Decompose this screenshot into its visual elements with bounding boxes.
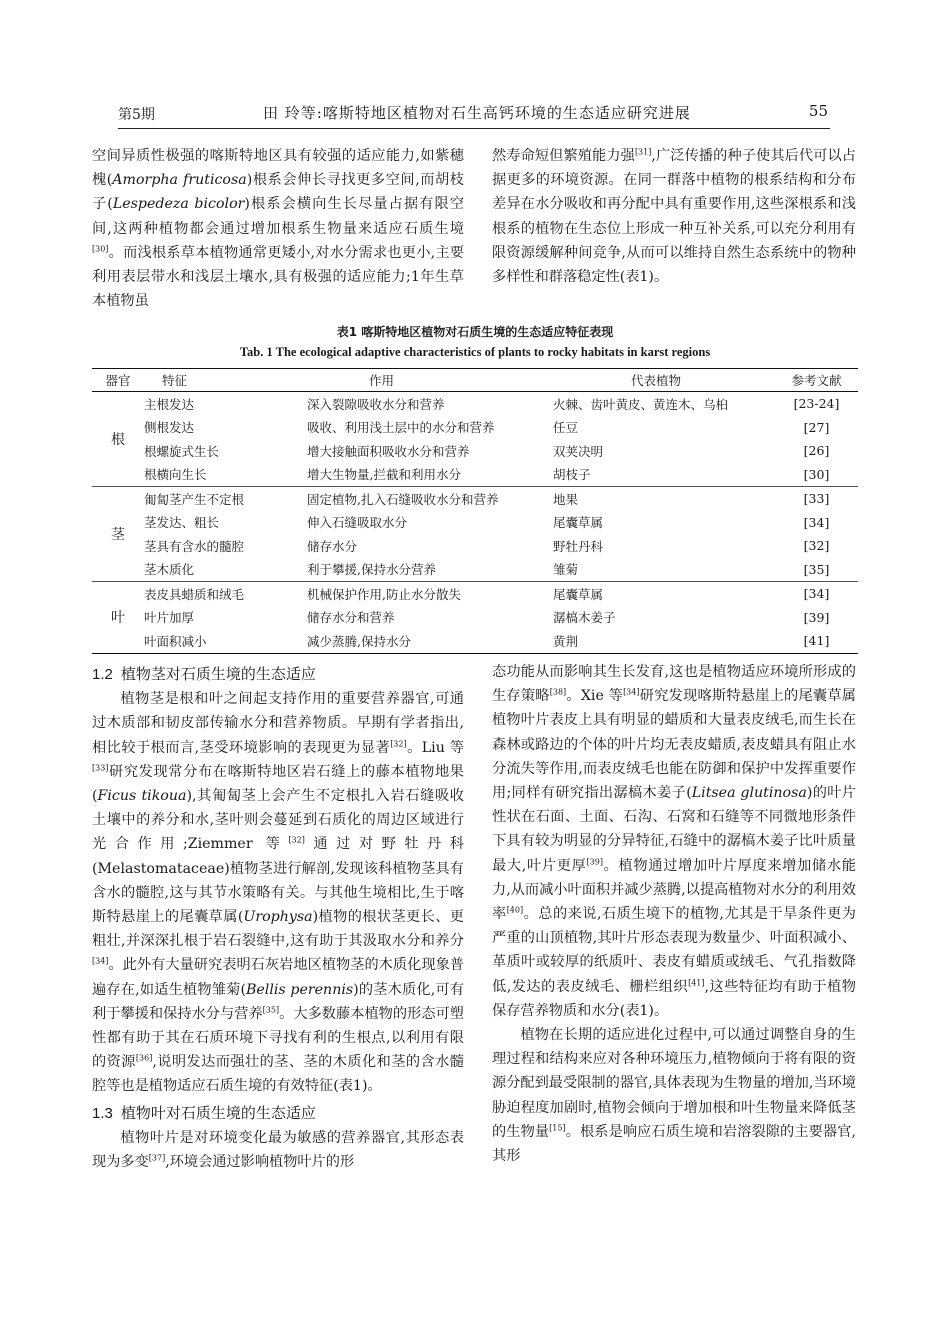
species-name: Lespedeza bicolor xyxy=(112,196,245,213)
text-run: 然寿命短但繁殖能力强 xyxy=(492,148,635,164)
paragraph xyxy=(492,144,856,289)
text-run: )的叶片性状在石面、土面、石沟、石窝和石缝等不同微地形条件下具有较为明显的分异特征,石缝中的潺槁木姜子比叶质量最大,叶片更厚 xyxy=(492,785,856,874)
table-caption-en: Tab. 1 The ecological adaptive characteristics of plants to rocky habitats in karst regions xyxy=(239,345,711,359)
text-run: 。Xie 等 xyxy=(566,688,624,705)
section-number: 1.3 xyxy=(92,1104,113,1122)
plant-cell: 火棘、齿叶黄皮、黄连木、乌桕 xyxy=(553,396,729,412)
citation-ref[interactable]: [40] xyxy=(506,905,524,915)
citation-ref[interactable]: [32] xyxy=(288,835,305,845)
citation-ref[interactable]: [37] xyxy=(148,1153,166,1163)
ref-cell[interactable]: [23-24] xyxy=(793,396,840,412)
function-cell: 储存水分 xyxy=(307,538,358,554)
text-run: )根系会横向生长尽量占据有限空间,这两种植物都会通过增加根系生物量来适应石质生境 xyxy=(92,196,464,237)
text-run: 。Liu 等 xyxy=(406,739,465,756)
adaptation-table xyxy=(92,368,858,654)
citation-ref[interactable]: [33] xyxy=(92,763,109,773)
ref-cell[interactable]: [35] xyxy=(775,558,858,582)
text-run: 空间异质性极强的喀斯特地区具有较强的适应能力,如紫穗槐( xyxy=(92,148,464,189)
species-name: Ficus tikoua xyxy=(97,788,187,805)
text-run: ,说明发达而强壮的茎、茎的木质化和茎的含水髓腔等也是植物适应石质生境的有效特征(表1)。 xyxy=(92,1054,464,1095)
species-name: Amorpha fruticosa xyxy=(112,172,247,189)
plant-cell: 潺槁木姜子 xyxy=(553,610,616,626)
organ-cell-leaf: 叶 xyxy=(92,582,144,654)
species-name: Bellis perennis xyxy=(245,981,354,998)
table-row xyxy=(92,416,858,440)
function-cell: 增大接触面积吸收水分和营养 xyxy=(307,443,470,459)
citation-ref[interactable]: [31] xyxy=(634,147,652,157)
function-cell: 机械保护作用,防止水分散失 xyxy=(307,586,461,602)
page-number: 55 xyxy=(808,102,828,120)
ref-cell[interactable]: [32] xyxy=(803,538,830,554)
paragraph xyxy=(492,660,856,1023)
table-row xyxy=(92,558,858,582)
text-run: )植物的根状茎更长、更粗壮,并深深扎根于岩石裂缝中,这有助于其汲取水分和养分 xyxy=(92,909,464,950)
citation-ref[interactable]: [34] xyxy=(92,956,109,966)
text-column-top-right xyxy=(492,144,856,289)
citation-ref[interactable]: [38] xyxy=(549,687,567,697)
text-run: 植物在长期的适应进化过程中,可以通过调整自身的生理过程和结构来应对各种环境压力,植物倾向于将有限的资源分配到最受限制的器官,具体表现为生物量的增加,当环境胁迫程度加剧时,植物会倾向于增加根和叶生物量来降低茎的生物量 xyxy=(492,1027,856,1140)
text-run: 。总的来说,石质生境下的植物,尤其是干旱条件更为严重的山顶植物,其叶片形态表现为数量少、叶面积减小、革质叶或较厚的纸质叶、表皮有蜡质或绒毛、气孔指数降低,发达的表皮绒毛、栅栏组织 xyxy=(492,906,856,995)
text-run: 研究发现常分布在喀斯特地区岩石缝上的藤本植物地果( xyxy=(92,763,464,805)
feature-cell: 主根发达 xyxy=(144,396,195,412)
feature-cell: 茎木质化 xyxy=(144,558,307,582)
feature-cell: 叶片加厚 xyxy=(144,610,195,626)
col-header-feature: 特征 xyxy=(144,369,307,392)
feature-cell: 茎具有含水的髓腔 xyxy=(144,538,245,554)
feature-cell: 茎发达、粗长 xyxy=(144,515,220,531)
citation-ref[interactable]: [34] xyxy=(623,687,640,697)
table-row xyxy=(92,582,858,606)
feature-cell: 表皮具蜡质和绒毛 xyxy=(144,586,245,602)
text-run: 植物茎是根和叶之间起支持作用的重要营养器官,可通过木质部和韧皮部传输水分和营养物质。早期有学者指出,相比较于根而言,茎受环境影响的表现更为显著 xyxy=(92,691,464,756)
function-cell: 深入裂隙吸收水分和营养 xyxy=(307,396,445,412)
citation-ref[interactable]: [39] xyxy=(586,856,603,866)
table-row xyxy=(92,487,858,511)
text-column-bottom-right xyxy=(492,660,856,1168)
function-cell: 储存水分和营养 xyxy=(307,610,395,626)
organ-cell-stem: 茎 xyxy=(92,487,144,582)
table-row xyxy=(92,629,858,653)
citation-ref[interactable]: [41] xyxy=(688,977,705,987)
table-row xyxy=(92,463,858,487)
text-run: 植物叶片是对环境变化最为敏感的营养器官,其形态表现为多变 xyxy=(92,1129,464,1171)
paragraph xyxy=(92,687,464,1098)
ref-cell[interactable]: [34] xyxy=(803,586,830,602)
citation-ref[interactable]: [35] xyxy=(262,1005,280,1015)
text-run: ),其匍匐茎上会产生不定根扎入岩石缝吸收土壤中的养分和水,茎叶则会蔓延到石质化的周边区域进行光合作用;Ziemmer 等 xyxy=(92,788,464,853)
feature-cell: 根螺旋式生长 xyxy=(144,443,220,459)
plant-cell: 地果 xyxy=(553,491,579,507)
ref-cell[interactable]: [33] xyxy=(803,491,830,507)
text-run: ,这些特征均有助于植物保存营养物质和水分(表1)。 xyxy=(492,978,856,1019)
species-name: Litsea glutinosa xyxy=(691,785,807,802)
section-title: 植物茎对石质生境的生态适应 xyxy=(120,665,316,683)
ref-cell[interactable]: [27] xyxy=(803,419,830,435)
issue-label: 第5期 xyxy=(118,107,155,123)
table-row xyxy=(92,511,858,535)
text-run: ,环境会通过影响植物叶片的形 xyxy=(165,1154,355,1171)
citation-ref[interactable]: [36] xyxy=(135,1053,153,1063)
section-heading-1-2 xyxy=(92,662,464,687)
ref-cell[interactable]: [26] xyxy=(803,443,830,459)
section-heading-1-3 xyxy=(92,1101,464,1126)
function-cell: 利于攀援,保持水分营养 xyxy=(307,558,553,582)
text-run: 。大多数藤本植物的形态可塑性都有助于其在石质环境下寻找有利的生根点,以利用有限的资源 xyxy=(92,1005,464,1071)
plant-cell: 尾囊草属 xyxy=(553,586,604,602)
text-run: )的茎木质化,可有利于攀援和保持水分与营养 xyxy=(92,981,465,1022)
table-row xyxy=(92,392,858,416)
table-header-row xyxy=(92,369,858,392)
text-run: 。而浅根系草本植物通常更矮小,对水分需求也更小,主要利用表层带水和浅层土壤水,具有极强的适应能力;1年生草本植物虽 xyxy=(92,244,464,310)
text-run: 研究发现喀斯特悬崖上的尾囊草属植物叶片表皮上具有明显的蜡质和大量表皮绒毛,而生长在森林或路边的个体的叶片均无表皮蜡质,表皮蜡具有阻止水分流失等作用,而表皮绒毛也能在防御和保护中发挥重要作用;同样有研究指出潺槁木姜子( xyxy=(492,688,856,802)
text-run: )根系会伸长寻找更多空间,而胡枝子( xyxy=(92,172,464,213)
plant-cell: 双荚决明 xyxy=(553,443,604,459)
running-title: 田 玲等:喀斯特地区植物对石生高钙环境的生态适应研究进展 xyxy=(263,104,691,122)
species-name: Urophysa xyxy=(243,909,313,926)
col-header-ref: 参考文献 xyxy=(775,369,858,392)
text-run: 。根系是响应石质生境和岩溶裂隙的主要器官,其形 xyxy=(492,1123,856,1165)
col-header-plant: 代表植物 xyxy=(553,369,775,392)
paragraph xyxy=(92,1126,464,1174)
table-row xyxy=(92,534,858,558)
feature-cell: 根横向生长 xyxy=(144,463,307,487)
plant-cell: 黄荆 xyxy=(553,629,775,653)
plant-cell: 胡枝子 xyxy=(553,463,775,487)
citation-ref[interactable]: [15] xyxy=(549,1123,566,1133)
plant-cell: 任豆 xyxy=(553,420,579,436)
function-cell: 吸收、利用浅土层中的水分和营养 xyxy=(307,420,495,436)
function-cell: 伸入石缝吸取水分 xyxy=(307,515,408,531)
section-title: 植物叶对石质生境的生态适应 xyxy=(120,1103,316,1122)
text-column-bottom-left xyxy=(92,660,464,1174)
plant-cell: 雏菊 xyxy=(553,558,775,582)
feature-cell: 侧根发达 xyxy=(144,420,195,436)
function-cell: 增大生物量,拦截和利用水分 xyxy=(307,463,553,487)
plant-cell: 尾囊草属 xyxy=(553,515,604,531)
function-cell: 减少蒸腾,保持水分 xyxy=(307,629,553,653)
ref-cell[interactable]: [34] xyxy=(803,514,830,530)
table-row xyxy=(92,439,858,463)
table-row xyxy=(92,606,858,630)
ref-cell[interactable]: [39] xyxy=(803,609,830,625)
table-caption-cn: 表1 喀斯特地区植物对石质生境的生态适应特征表现 xyxy=(336,325,614,339)
feature-cell: 匍匐茎产生不定根 xyxy=(144,491,245,507)
col-header-function: 作用 xyxy=(307,369,553,392)
feature-cell: 叶面积减小 xyxy=(144,629,307,653)
plant-cell: 野牡丹科 xyxy=(553,538,604,554)
col-header-organ: 器官 xyxy=(92,369,144,392)
ref-cell[interactable]: [30] xyxy=(775,463,858,487)
paragraph xyxy=(92,144,464,313)
ref-cell[interactable]: [41] xyxy=(775,629,858,653)
organ-cell-root: 根 xyxy=(92,392,144,487)
running-header xyxy=(118,98,830,129)
text-run: 态功能从而影响其生长发育,这也是植物适应环境所形成的生存策略 xyxy=(492,664,856,705)
text-run: 。植物通过增加叶片厚度来增加储水能力,从而减小叶面积并减少蒸腾,以提高植物对水分的利用效率 xyxy=(492,857,856,923)
text-run: ,广泛传播的种子使其后代可以占据更多的环境资源。在同一群落中植物的根系结构和分布差异在水分吸收和再分配中具有重要作用,这些深根系和浅根系的植物在生态位上形成一种互补关系,可以充分利用有限资源缓解种间竞争,从而可以维持自然生态系统中的物种多样性和群落稳定性(表1)。 xyxy=(492,148,856,286)
function-cell: 固定植物,扎入石缝吸收水分和营养 xyxy=(307,491,499,507)
paragraph xyxy=(492,1023,856,1168)
section-number: 1.2 xyxy=(92,666,113,683)
citation-ref[interactable]: [30] xyxy=(92,244,109,254)
text-column-top-left xyxy=(92,144,464,313)
citation-ref[interactable]: [32] xyxy=(390,738,407,748)
text-run: 。此外有大量研究表明石灰岩地区植物茎的木质化现象普遍存在,如适生植物雏菊( xyxy=(92,957,464,998)
text-run: 通过对野牡丹科(Melastomataceae)植物茎进行解剖,发现该科植物茎具有含水的髓腔,这与其节水策略有关。与其他生境相比,生于喀斯特悬崖上的尾囊草属( xyxy=(92,836,464,926)
